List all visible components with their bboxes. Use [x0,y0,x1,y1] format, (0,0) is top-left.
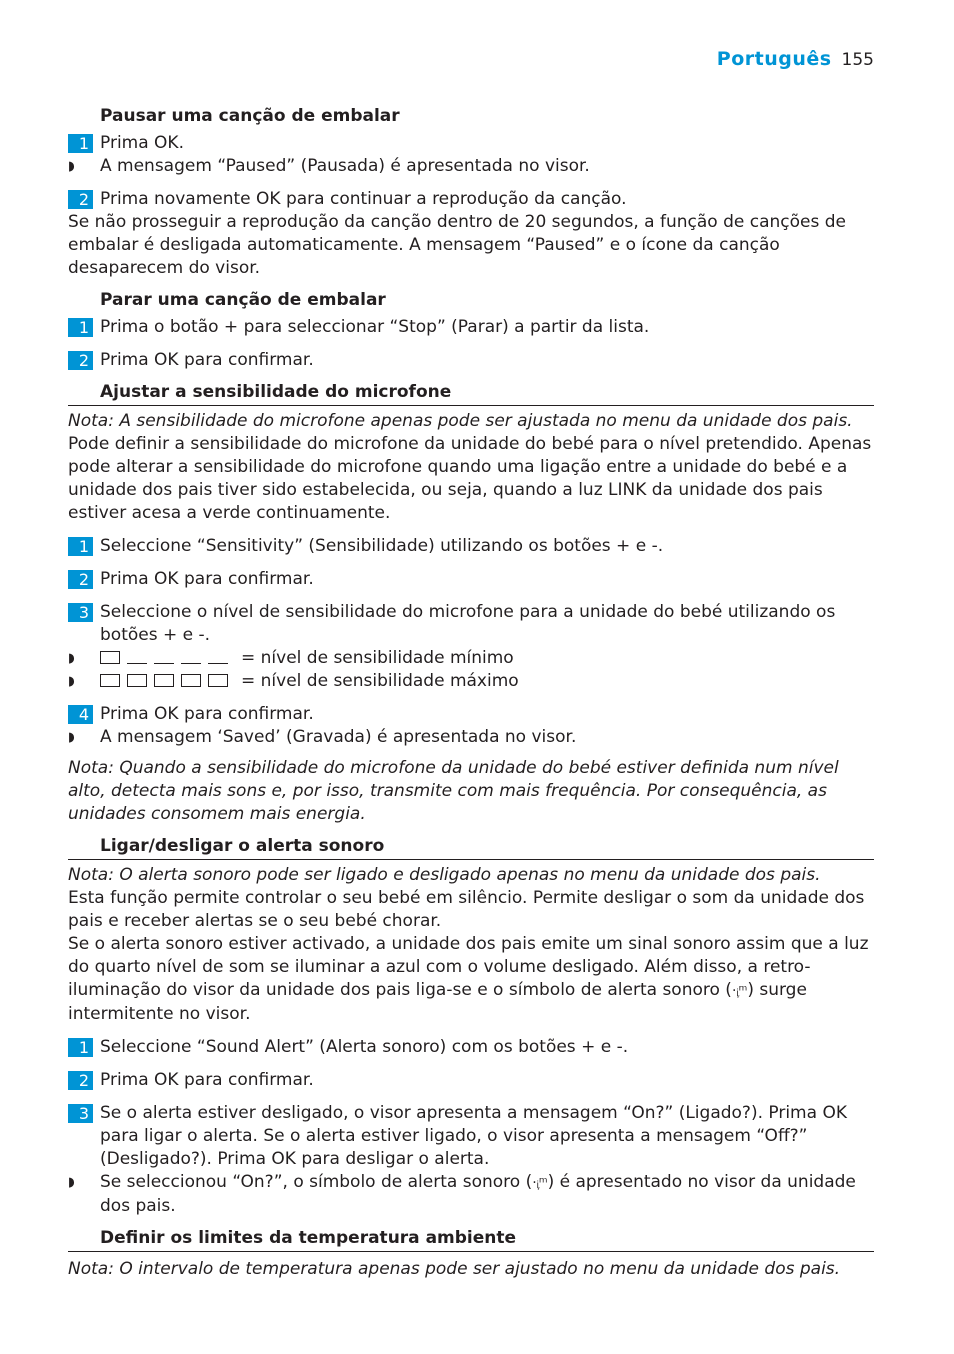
result-bullet [68,647,874,670]
bullet-arrow-icon: ◗ [68,674,75,689]
section-title-sound-alert: Ligar/desligar o alerta sonoro [68,834,874,860]
step-number: 2 [68,190,93,209]
note: Nota: O alerta sonoro pode ser ligado e desligado apenas no menu da unidade dos pais. [68,865,821,885]
step-text: Seleccione “Sound Alert” (Alerta sonoro) com os botões + e -. [100,1037,629,1057]
step-number: 1 [68,537,93,556]
step [68,349,874,372]
bullet-text: = nível de sensibilidade mínimo [241,648,514,668]
paragraph: Pode definir a sensibilidade do microfone da unidade do bebé para o nível pretendido. Apenas pode alterar a sensibilidade do microfone quando uma ligação entre a unidade do bebé e a unidade dos pais tiver sido estabelecida, ou seja, quando a luz LINK da unidade dos pais estiver acesa a verde continuamente. [68,434,872,523]
language-label: Português [716,48,832,70]
step [68,1102,874,1171]
section-title-pause: Pausar uma canção de embalar [100,106,400,126]
paragraph: Esta função permite controlar o seu bebé em silêncio. Permite desligar o som da unidade dos pais e receber alertas se o seu bebé chorar. [68,888,865,931]
step-number: 2 [68,351,93,370]
bullet-text: A mensagem “Paused” (Pausada) é apresentada no visor. [100,156,590,176]
step [68,1036,874,1059]
sound-alert-icon: ·ᵢ᷊ᵐ [532,1175,548,1191]
step-text: Prima OK para confirmar. [100,350,314,370]
page-content [68,104,874,1281]
step-text: Seleccione o nível de sensibilidade do microfone para a unidade do bebé utilizando os botões + e -. [100,602,836,645]
note: Nota: Quando a sensibilidade do microfone da unidade do bebé estiver definida num nível alto, detecta mais sons e, por isso, transmite com mais frequência. Por consequência, as unidades consomem mais energia. [68,758,839,824]
step-number: 2 [68,570,93,589]
bullet-arrow-icon: ◗ [68,1175,75,1190]
paragraph: Se não prosseguir a reprodução da canção dentro de 20 segundos, a função de canções de embalar é desligada automaticamente. A mensagem “Paused” e o ícone da canção desaparecem do visor. [68,212,847,278]
step-text: Prima novamente OK para continuar a reprodução da canção. [100,189,627,209]
step [68,568,874,591]
step-text: Se o alerta estiver desligado, o visor apresenta a mensagem “On?” (Ligado?). Prima OK para ligar o alerta. Se o alerta estiver ligado, o visor apresenta a mensagem “Off?” (Desligado?). Prima OK para desligar o alerta. [100,1103,847,1169]
step-text: Seleccione “Sensitivity” (Sensibilidade) utilizando os botões + e -. [100,536,664,556]
step [68,1069,874,1092]
note: Nota: A sensibilidade do microfone apenas pode ser ajustada no menu da unidade dos pais. [68,411,853,431]
step-text: Prima OK. [100,133,184,153]
step [68,188,874,211]
step-number: 4 [68,705,93,724]
page-number: 155 [841,50,874,70]
bullet-arrow-icon: ◗ [68,651,75,666]
section-title-sensitivity: Ajustar a sensibilidade do microfone [68,380,874,406]
result-bullet [68,670,874,693]
step-number: 3 [68,1104,93,1123]
step-text: Prima o botão + para seleccionar “Stop” (Parar) a partir da lista. [100,317,650,337]
paragraph: Se o alerta sonoro estiver activado, a unidade dos pais emite um sinal sonoro assim que a luz do quarto nível de som se iluminar a azul com o volume desligado. Além disso, a retro-iluminação do visor da unidade dos pais liga-se e o símbolo de alerta sonoro (·ᵢ᷊ᵐ) surge intermitente no visor. [68,934,869,1024]
bullet-text: = nível de sensibilidade máximo [241,671,519,691]
step-text: Prima OK para confirmar. [100,704,314,724]
step [68,703,874,726]
bullet-text: A mensagem ‘Saved’ (Gravada) é apresentada no visor. [100,727,577,747]
step [68,132,874,155]
step-number: 2 [68,1071,93,1090]
step [68,316,874,339]
section-title-temperature: Definir os limites da temperatura ambiente [68,1226,874,1252]
bullet-arrow-icon: ◗ [68,159,75,174]
bullet-arrow-icon: ◗ [68,730,75,745]
step-number: 1 [68,134,93,153]
note: Nota: O intervalo de temperatura apenas pode ser ajustado no menu da unidade dos pais. [68,1259,841,1279]
result-bullet [68,155,874,178]
step-number: 1 [68,1038,93,1057]
step [68,601,874,647]
sensitivity-max-icon [100,674,235,687]
step-number: 3 [68,603,93,622]
section-title-stop: Parar uma canção de embalar [100,290,386,310]
sensitivity-min-icon [100,651,235,664]
step-text: Prima OK para confirmar. [100,1070,314,1090]
step [68,535,874,558]
result-bullet [68,726,874,749]
result-bullet: ◗ Se seleccionou “On?”, o símbolo de alerta sonoro (·ᵢ᷊ᵐ) é apresentado no visor da unidade dos pais. [68,1172,856,1216]
page-header [717,48,874,70]
step-text: Prima OK para confirmar. [100,569,314,589]
step-number: 1 [68,318,93,337]
sound-alert-icon: ·ᵢ᷊ᵐ [731,983,748,999]
